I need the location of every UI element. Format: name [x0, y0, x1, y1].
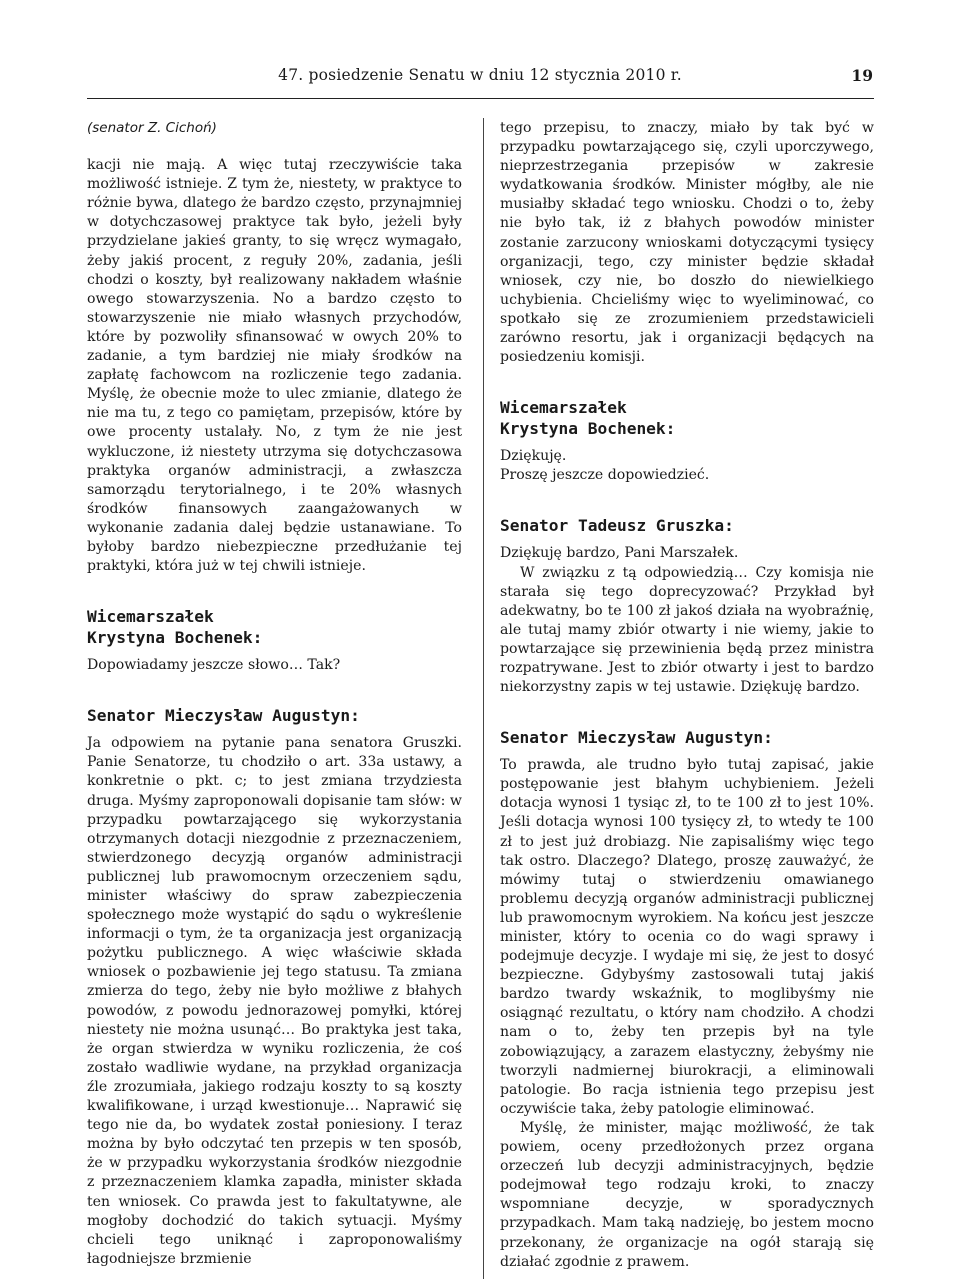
speaker-heading: Senator Mieczysław Augustyn: — [87, 706, 360, 726]
paragraph: Dziękuję. — [500, 448, 567, 465]
speaker-continuation-marker: (senator Z. Cichoń) — [87, 120, 217, 136]
speaker-name: Krystyna Bochenek: — [500, 419, 676, 439]
speaker-heading — [87, 606, 462, 648]
speaker-heading: Senator Tadeusz Gruszka: — [500, 516, 734, 536]
paragraph: Proszę jeszcze dopowiedzieć. — [500, 467, 710, 484]
paragraph: To prawda, ale trudno było tutaj zapisać, jakie postępowanie jest błahym uchybieniem. Jeżeli dotacja wynosi 1 tysiąc zł, to te 100 zł to jest 10%. Jeśli dotacja wynosi 100 tysięcy zł, to wtedy te 100 zł to jest już drobiazg. Nie zapisaliśmy więc tego tak ostro. Dlaczego? Dlatego, proszę zauważyć, że mówimy tutaj o stwierdzeniu omawianego problemu decyzją organów administracji publicznej lub prawomocnym wyrokiem. Na końcu jest jeszcze minister, który to ocenia co do wagi sprawy i podejmuje decyzje. I wydaje mi się, że jest to dosyć bezpieczne. Gdybyśmy zastosowali tutaj jakiś bardzo twardy wskaźnik, to moglibyśmy nie osiągnąć rezultatu, o który nam chodziło. A chodzi nam o to, żeby ten przepis był na tyle zobowiązujący, a zarazem elastyczny, żebyśmy nie tworzyli nadmiernej biurokracji, a eliminowali patologie. Bo racja istnienia tego przepisu jest oczywiście taka, żeby patologie eliminować. — [500, 757, 874, 1117]
column-divider — [483, 118, 484, 1279]
header-rule — [87, 98, 874, 99]
paragraph: kacji nie mają. A więc tutaj rzeczywiście taka możliwość istnieje. Z tym że, niestety, w praktyce to różnie bywa, dlatego że bardzo często, przynajmniej w dotychczasowej praktyce tak było, jeżeli były przydzielane jakieś granty, to się wręcz wymagało, żeby jakiś procent, z reguły 20%, zadania, jeśli chodzi o koszty, był realizowany nakładem właśnie owego stowarzyszenia. No a bardzo często to stowarzyszenie nie miało własnych przychodów, które by pozwoliły sfinansować w owych 20% to zadanie, a tym bardziej nie miały środków na zapłatę fachowcom na rozliczenie tego zadania. Myślę, że obecnie może to ulec zmianie, dlatego że nie ma tu, z tego co pamiętam, przepisów, które by owe procenty ustalały. No, z tym że nie jest wykluczone, iż niestety utrzyma się dotychczasowa praktyka organów administracji, a zwłaszcza samorządu terytorialnego, i te 20% własnych środków finansowych zaangażowanych w wykonanie zadania dalej będzie ustanawiane. To byłoby bardzo niebezpieczne przedłużanie tej praktyki, która już w tej chwili istnieje. — [87, 157, 462, 575]
left-column — [87, 119, 462, 1269]
speaker-heading: Senator Mieczysław Augustyn: — [500, 728, 773, 748]
paragraph: Ja odpowiem na pytanie pana senatora Gruszki. Panie Senatorze, tu chodziło o art. 33a ustawy, a konkretnie o pkt. c; to jest zmiana trzydziesta druga. Myśmy zaproponowali dopisanie tam słów: w przypadku powtarzającego się wykorzystania otrzymanych dotacji niezgodnie z przeznaczeniem, stwierdzonego decyzją organów administracji publicznej lub prawomocnym orzeczeniem sądu, minister właściwy do spraw zabezpieczenia społecznego może wystąpić do sądu o wykreślenie informacji o tym, że ta organizacja jest organizacją pożytku publicznego. A więc właściwie składa wniosek o pozbawienie jej tego statusu. Ta zmiana zmierza do tego, żeby nie było możliwe z błahych powodów, z powodu jednorazowej pomyłki, której niestety nie można usunąć… Bo praktyka jest taka, że organ stwierdza w wyniku rozliczenia, że coś zostało wadliwie wydane, na przykład organizacja źle zrozumiała, jakiego rodzaju koszty to są koszty kwalifikowane, i urząd kwestionuje… Naprawić się tego nie da, bo wydatek został poniesiony. I teraz można by było odczytać ten przepis w ten sposób, że w przypadku wykorzystania środków niezgodnie z przeznaczeniem klamka zapadła, minister składa ten wniosek. Co prawda jest to fakultatywne, ale mogłoby dochodzić do takich sytuacji. Myśmy chcieli tego uniknąć i zaproponowaliśmy łagodniejsze brzmienie — [87, 735, 462, 1267]
speaker-role: Wicemarszałek — [87, 607, 214, 627]
paragraph: Myślę, że minister, mając możliwość, że tak powiem, oceny przedłożonych przez organa orzeczeń lub decyzji administracyjnych, będzie podejmował tego rodzaju kroki, to znaczy wspomniane decyzje, w sporadycznych przypadkach. Mam taką nadzieję, bo jestem mocno przekonany, że organizacje na ogół starają się działać zgodnie z prawem. — [500, 1119, 874, 1270]
paragraph: W związku z tą odpowiedzią… Czy komisja nie starała się tego doprecyzować? Przykład był adekwatny, bo te 100 zł jakoś działa na wyobraźnię, ale tutaj mamy zbiór otwarty i nie wiemy, jakie to powtarzające się przewinienia będą przez ministra rozpatrywane. Jest to zbiór otwarty i jest to bardzo niekorzystny zapis w tej ustawie. Dziękuję bardzo. — [500, 564, 874, 696]
speaker-heading — [500, 397, 874, 439]
page-header — [0, 66, 960, 90]
speaker-role: Wicemarszałek — [500, 398, 627, 418]
session-title: 47. posiedzenie Senatu w dniu 12 stycznia 2010 r. — [278, 66, 682, 84]
right-column — [500, 119, 874, 1272]
speaker-name: Krystyna Bochenek: — [87, 628, 263, 648]
paragraph: tego przepisu, to znaczy, miało by tak być w przypadku powtarzającego się, czyli uporczywego, nieprzestrzegania przepisów w zakresie wydatkowania środków. Minister mógłby, ale nie musiałby składać tego wniosku. Chodzi o to, żeby nie było tak, iż z błahych powodów minister zostanie zarzucony wnioskami dotyczącymi tysięcy organizacji, tego, czy minister będzie składał wniosek, czy nie, bo doszło do niewielkiego uchybienia. Chcieliśmy więc to wyeliminować, co spotkało się ze zrozumieniem przedstawicieli zarówno resortu, jak i organizacji będących na posiedzeniu komisji. — [500, 120, 874, 366]
page-number: 19 — [851, 66, 873, 85]
paragraph: Dziękuję bardzo, Pani Marszałek. — [500, 545, 739, 562]
paragraph: Dopowiadamy jeszcze słowo… Tak? — [87, 657, 341, 674]
